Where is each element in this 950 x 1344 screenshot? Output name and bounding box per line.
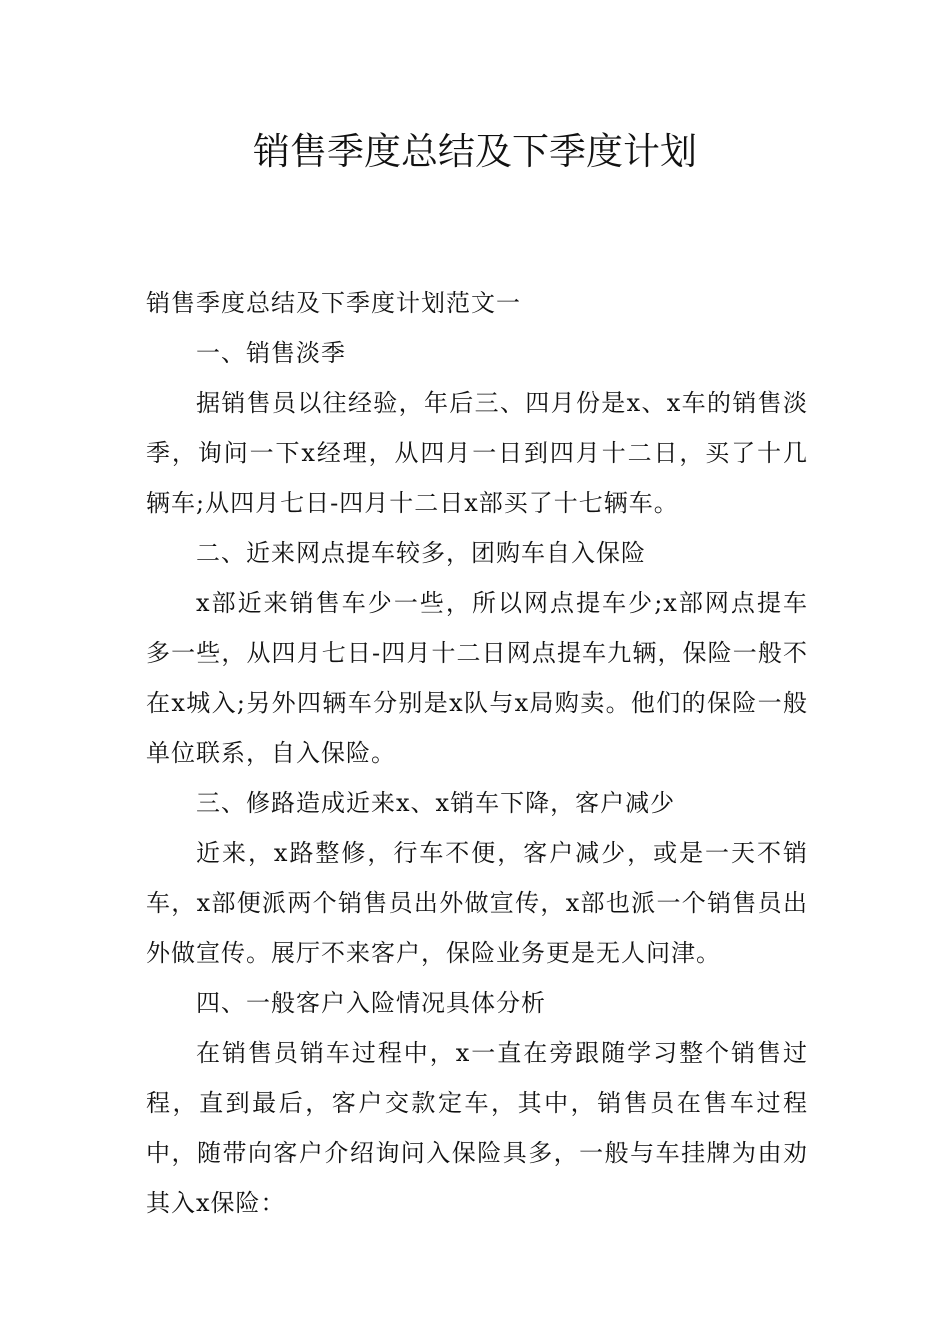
document-body xyxy=(146,278,808,1228)
document-subtitle: 销售季度总结及下季度计划范文一 xyxy=(146,289,521,317)
section-heading-2: 二、近来网点提车较多，团购车自入保险 xyxy=(196,539,646,567)
paragraph-2: x部近来销售车少一些，所以网点提车少;x部网点提车多一些，从四月七日-四月十二日网点提车九辆，保险一般不在x城入;另外四辆车分别是x队与x局购卖。他们的保险一般单位联系，自入保险。 xyxy=(146,589,808,767)
paragraph-3: 近来，x路整修，行车不便，客户减少，或是一天不销车，x部便派两个销售员出外做宣传，x部也派一个销售员出外做宣传。展厅不来客户，保险业务更是无人问津。 xyxy=(146,839,808,967)
paragraph-1: 据销售员以往经验，年后三、四月份是x、x车的销售淡季，询问一下x经理，从四月一日到四月十二日，买了十几辆车;从四月七日-四月十二日x部买了十七辆车。 xyxy=(146,389,808,517)
document-title: 销售季度总结及下季度计划 xyxy=(253,130,697,173)
section-heading-1: 一、销售淡季 xyxy=(196,339,346,367)
section-heading-3: 三、修路造成近来x、x销车下降，客户减少 xyxy=(196,789,676,817)
paragraph-4: 在销售员销车过程中，x一直在旁跟随学习整个销售过程，直到最后，客户交款定车，其中，销售员在售车过程中，随带向客户介绍询问入保险具多，一般与车挂牌为由劝其入x保险： xyxy=(146,1039,808,1217)
section-heading-4: 四、一般客户入险情况具体分析 xyxy=(196,989,546,1017)
